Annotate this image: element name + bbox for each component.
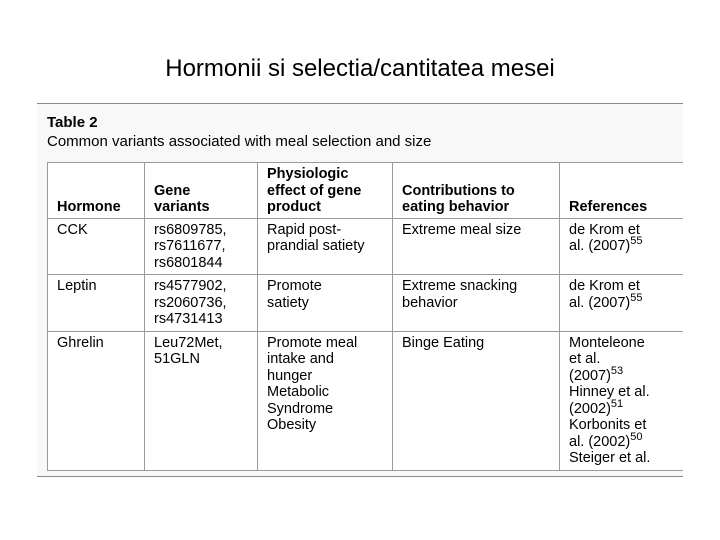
reference-line: [569, 335, 683, 352]
reference-line: [569, 278, 683, 295]
cell-line: Metabolic: [267, 384, 330, 400]
header-line: Hormone: [57, 199, 121, 215]
reference-text: Steiger et al.: [569, 450, 651, 466]
header-line: eating behavior: [402, 199, 510, 215]
cell-line: Syndrome: [267, 400, 334, 417]
cell-effect: [258, 331, 393, 470]
reference-citation-number: 50: [630, 430, 643, 443]
data-table: [47, 162, 683, 471]
reference-citation-number: 55: [630, 235, 643, 247]
reference-line: [569, 450, 683, 467]
table-label: Table 2: [47, 114, 98, 131]
header-line: effect of gene: [267, 182, 362, 199]
cell-line: Extreme meal size: [402, 221, 522, 238]
reference-text: al. (2002): [569, 433, 631, 450]
header-references: [560, 163, 684, 219]
cell-hormone: [48, 275, 145, 332]
cell-line: rs6801844: [154, 254, 223, 271]
cell-line: Obesity: [267, 417, 317, 433]
reference-text: Monteleone: [569, 334, 645, 351]
header-row: [48, 163, 684, 219]
table-row: [48, 275, 684, 332]
header-contributions: [393, 163, 560, 219]
cell-contribution: [393, 331, 560, 470]
cell-line: Leptin: [57, 278, 97, 294]
cell-variants: [145, 275, 258, 332]
header-line: product: [267, 199, 321, 215]
cell-line: behavior: [402, 294, 458, 311]
cell-line: CCK: [57, 221, 88, 238]
cell-line: rs6809785,: [154, 221, 227, 238]
cell-effect: [258, 218, 393, 275]
table-caption: Common variants associated with meal selection and size: [47, 133, 432, 150]
cell-contribution: [393, 218, 560, 275]
reference-line: [569, 351, 683, 368]
header-line: variants: [154, 199, 210, 215]
cell-references: [560, 275, 684, 332]
cell-line: Rapid post-: [267, 221, 342, 238]
reference-citation-number: 51: [610, 397, 624, 410]
cell-line: Extreme snacking: [402, 278, 518, 294]
reference-text: Hinney et al.: [569, 384, 650, 400]
header-line: Contributions to: [402, 182, 515, 199]
table-header: [48, 163, 684, 219]
reference-line: [569, 397, 683, 418]
header-line: References: [569, 199, 648, 215]
table-figure-content: [47, 114, 683, 476]
cell-line: rs2060736,: [154, 294, 227, 311]
table-body: [48, 218, 684, 470]
cell-line: hunger: [267, 367, 313, 384]
reference-citation-number: 55: [630, 291, 643, 304]
cell-line: satiety: [267, 294, 309, 311]
reference-line: [569, 430, 683, 451]
reference-text: et al.: [569, 351, 601, 367]
reference-line: [569, 291, 683, 312]
reference-text: Korbonits et: [569, 417, 647, 433]
cell-line: Ghrelin: [57, 334, 104, 351]
cell-references: [560, 331, 684, 470]
header-hormone: [48, 163, 145, 219]
reference-text: de Krom et: [569, 221, 640, 238]
header-gene-variants: [145, 163, 258, 219]
reference-line: [569, 384, 683, 401]
reference-text: de Krom et: [569, 278, 640, 294]
reference-line: [569, 235, 683, 255]
reference-text: al. (2007): [569, 238, 631, 254]
cell-line: intake and: [267, 351, 334, 367]
reference-line: [569, 222, 683, 239]
reference-text: (2002): [569, 400, 611, 417]
cell-line: Promote meal: [267, 334, 358, 351]
table-row: [48, 331, 684, 470]
header-physiologic-effect: [258, 163, 393, 219]
reference-text: al. (2007): [569, 294, 631, 311]
cell-variants: [145, 331, 258, 470]
cell-line: rs4577902,: [154, 278, 227, 294]
reference-citation-number: 53: [610, 364, 624, 377]
cell-line: rs7611677,: [154, 238, 226, 254]
cell-hormone: [48, 331, 145, 470]
cell-line: Binge Eating: [402, 334, 485, 351]
cell-line: 51GLN: [154, 351, 200, 367]
reference-line: [569, 364, 683, 385]
reference-line: [569, 417, 683, 434]
cell-effect: [258, 275, 393, 332]
cell-references: [560, 218, 684, 275]
cell-line: Promote: [267, 278, 322, 294]
reference-text: (2007): [569, 367, 611, 384]
cell-variants: [145, 218, 258, 275]
table-row: [48, 218, 684, 275]
cell-line: prandial satiety: [267, 238, 365, 254]
header-line: Physiologic: [267, 166, 349, 182]
cell-hormone: [48, 218, 145, 275]
cell-line: rs4731413: [154, 311, 223, 327]
slide-title: Hormonii si selectia/cantitatea mesei: [165, 55, 555, 82]
table-figure: [37, 103, 683, 477]
cell-line: Leu72Met,: [154, 334, 223, 351]
cell-contribution: [393, 275, 560, 332]
header-line: Gene: [154, 182, 191, 199]
